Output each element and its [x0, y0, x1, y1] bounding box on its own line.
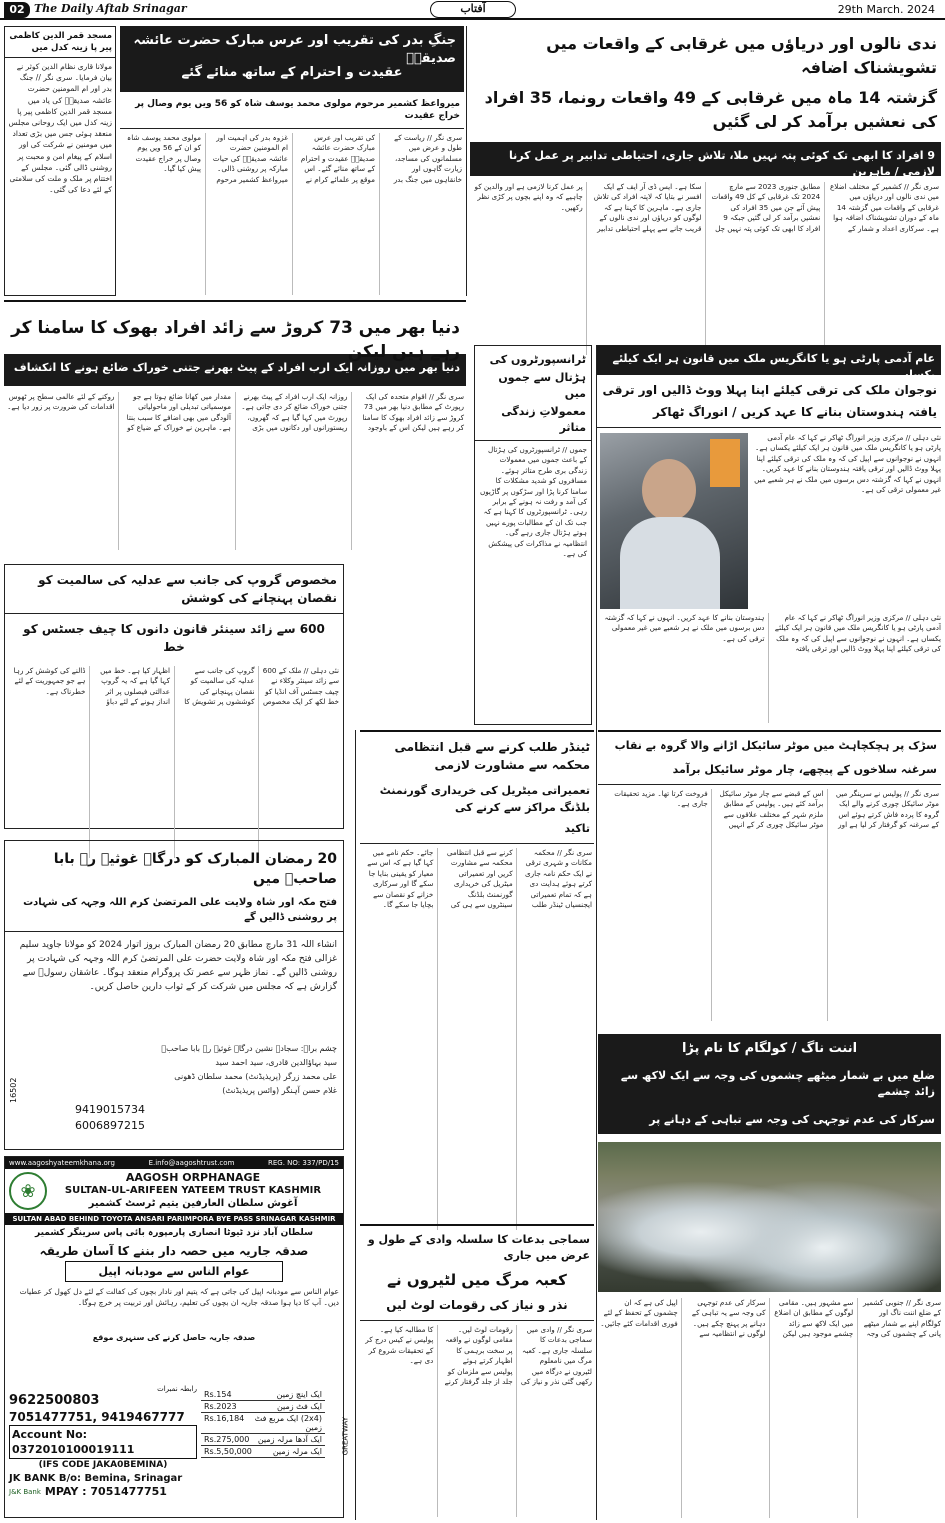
- bikes-article: [598, 730, 941, 1030]
- ad-rate-amount: Rs.16,184: [204, 1414, 245, 1423]
- ad-rate-table: [201, 1389, 325, 1458]
- ad-urdu-title: آغوش سلطان العارفین یتیم ٹرسٹ کشمیر: [88, 1198, 298, 1209]
- paper-name: The Daily Aftab Srinagar: [34, 2, 187, 15]
- ramzan-signatory-3: غلام حسن آہنگر (وائس پریذیڈنٹ): [222, 1086, 337, 1095]
- ramzan-ref: 16502: [9, 1077, 18, 1103]
- ad-rate-label: ایک مرلہ زمین: [272, 1447, 322, 1456]
- jung-badr-headline: جنگِ بدر کی تقریب اور عرس مبارک حضرت عائشہ صدیقہؓ: [120, 26, 464, 60]
- jung-badr-body: سری نگر // ریاست کے طول و عرض میں مسلمانوں کی مساجد، زیارت گاہوں اور خانقاہوں میں جنگ بدر کی تقریب اور عرس مبارک حضرت عائشہ صدیقہؓ عقیدت و احترام کے ساتھ منائے گئے۔ اس موقع پر علمائے کرام نے غزوہ بدر کی اہمیت اور ام المومنین حضرت عائشہ صدیقہؓ کی حیات مبارکہ پر روشنی ڈالی۔ میرواعظ کشمیر مرحوم مولوی محمد یوسف شاہ کو ان کے 56 ویں یوم وصال پر خراج عقیدت پیش کیا گیا۔: [127, 133, 462, 184]
- masthead: [0, 0, 945, 20]
- anantnag-headline: اننت ناگ / کولگام کا نام پڑا: [598, 1034, 941, 1064]
- bikes-headline: سڑک پر ہچکچاہٹ میں موٹر سائیکل اڑانے والا گروہ بے نقاب: [598, 730, 941, 760]
- congress-body: نئی دہلی // مرکزی وزیر انوراگ ٹھاکر نے کہا کہ عام آدمی پارٹی ہو یا کانگریس ملک میں قانون ہر ایک کیلئے یکساں ہے۔ انہوں نے نوجوانوں سے اپیل کی کہ وہ ملک کی ترقی کیلئے اپنا پہلا ووٹ ڈالیں اور ترقی یافتہ ہندوستان بنانے کا عہد کریں۔ انہوں نے کہا کہ گزشتہ دس برسوں میں ملک نے ہر شعبے میں غیر معمولی ترقی کی ہے۔: [604, 613, 941, 654]
- bikes-headline-2: سرغنہ سلاخوں کے پیچھے، چار موٹر سائیکل برآمد: [598, 760, 941, 785]
- ad-rate-row: [201, 1401, 325, 1413]
- tender-body: سری نگر // محکمہ مکانات و شہری ترقی نے ایک حکم نامہ جاری کرتے ہوئے ہدایت دی ہے کہ تمام تعمیراتی ایجنسیاں ٹینڈر طلب کرنے سے قبل انتظامی محکمہ سے مشاورت کریں اور تعمیراتی میٹریل کی خریداری گورنمنٹ بلڈنگ سینٹروں سے ہی کی جائے۔ حکم نامے میں کہا گیا ہے کہ اس سے معیار کو یقینی بنایا جا سکے گا اور سرکاری خزانے کو نقصان سے بچایا جا سکے گا۔: [367, 848, 592, 910]
- ad-mpay: MPAY : 7051477751: [44, 1485, 167, 1498]
- ad-table-title: صدقہ جاریہ حاصل کرنے کی سنہری موقع: [92, 1333, 256, 1342]
- ad-website[interactable]: www.aagoshyateemkhana.org: [9, 1159, 115, 1167]
- newspaper-logo: آفتاب: [430, 1, 516, 18]
- ad-rate-label: ایک فٹ زمین: [276, 1402, 322, 1411]
- judiciary-body: نئی دہلی // ملک کے 600 سے زائد سینئر وکلاء نے چیف جسٹس آف انڈیا کو خط لکھ کر ایک مخصوص گروپ کی جانب سے عدلیہ کی سالمیت کو نقصان پہنچانے کی کوششوں پر تشویش کا اظہار کیا ہے۔ خط میں کہا گیا ہے کہ یہ گروپ عدالتی فیصلوں پر اثر انداز ہونے کے لئے دباؤ ڈالنے کی کوشش کر رہا ہے جو جمہوریت کے لئے خطرناک ہے۔: [13, 666, 339, 707]
- ad-rate-label: ایک آدھا مرلہ زمین: [257, 1435, 322, 1444]
- ad-rate-amount: Rs.275,000: [204, 1435, 250, 1444]
- ad-ifsc: (IFS CODE JAKA0BEMINA): [38, 1460, 168, 1470]
- transport-article: [474, 345, 592, 725]
- left-column-article: [4, 26, 116, 296]
- ad-rate-amount: Rs.154: [204, 1390, 232, 1399]
- ad-rate-amount: Rs.5,50,000: [204, 1447, 252, 1456]
- jung-badr-article: [120, 26, 464, 296]
- anantnag-article: [598, 1034, 941, 1520]
- ramzan-phone-1: 9419015734: [75, 1103, 145, 1116]
- social-evils-article: [360, 1224, 594, 1520]
- ad-phone-1[interactable]: 9622500803: [9, 1393, 100, 1408]
- stream-photo: [598, 1142, 941, 1292]
- social-evils-headline-2: کعبہ مرگ میں لٹیروں نے: [387, 1271, 567, 1289]
- floods-body: سری نگر // کشمیر کے مختلف اضلاع میں ندی نالوں اور دریاؤں میں غرقابی کے واقعات میں گزشتہ 14 ماہ کے دوران تشویشناک اضافہ ہوا ہے۔ سرکاری اعداد و شمار کے مطابق جنوری 2023 سے مارچ 2024 تک غرقابی کے کل 49 واقعات پیش آئے جن میں 35 افراد کی نعشیں برآمد کر لی گئیں جبکہ 9 افراد کا ابھی تک کوئی پتہ نہیں چل سکا ہے۔ ایس ڈی آر ایف کے ایک افسر نے بتایا کہ لاپتہ افراد کی تلاش جاری ہے۔ ماہرین کا کہنا ہے کہ لوگوں کو دریاؤں اور ندی نالوں کے قریب جانے سے پہلے احتیاطی تدابیر پر عمل کرنا لازمی ہے اور والدین کو چاہیے کہ وہ اپنے بچوں پر کڑی نظر رکھیں۔: [474, 182, 939, 233]
- ad-account: Account No: 0372010100019111: [9, 1425, 197, 1459]
- column-rule: [355, 730, 356, 1520]
- congress-headline: عام آدمی پارٹی ہو یا کانگریس ملک میں قانون ہر ایک کیلئے یکساں: [596, 345, 941, 375]
- anantnag-headline-2: ضلع میں بے شمار میٹھے چشموں کی وجہ سے ایک لاکھ سے زائد چشمے: [598, 1064, 941, 1110]
- hunger-headline: دنیا بھر میں 73 کروڑ سے زائد افراد بھوک کا سامنا کر رہے ہیں لیکن: [11, 318, 460, 362]
- congress-body-top: نئی دہلی // مرکزی وزیر انوراگ ٹھاکر نے کہا کہ عام آدمی پارٹی ہو یا کانگریس ملک میں قانون ہر ایک کیلئے یکساں ہے۔ انہوں نے نوجوانوں سے اپیل کی کہ وہ ملک کی ترقی کیلئے اپنا پہلا ووٹ ڈالیں اور ترقی یافتہ ہندوستان بنانے کا عہد کریں۔ انہوں نے کہا کہ گزشتہ دس برسوں میں ملک نے ہر شعبے میں غیر معمولی ترقی کی ہے۔: [754, 433, 941, 495]
- ad-rate-row: [201, 1389, 325, 1401]
- ad-rate-amount: Rs.2023: [204, 1402, 237, 1411]
- column-rule: [466, 26, 467, 296]
- tender-article: [360, 730, 594, 1220]
- jung-badr-subhead: میرواعظ کشمیر مرحوم مولوی محمد یوسف شاہ کو 56 ویں یوم وصال پر خراج عقیدت: [120, 92, 464, 129]
- congress-article: [596, 345, 941, 725]
- ad-phone-2[interactable]: 7051477751, 9419467777: [9, 1410, 185, 1424]
- anantnag-body: سری نگر // جنوبی کشمیر کے ضلع اننت ناگ اور کولگام اپنے بے شمار میٹھے پانی کے چشموں کی وجہ سے مشہور ہیں۔ مقامی لوگوں کے مطابق ان اضلاع میں ایک لاکھ سے زائد چشمے موجود ہیں لیکن سرکار کی عدم توجہی کی وجہ سے یہ تباہی کے دہانے پر پہنچ چکے ہیں۔ لوگوں نے انتظامیہ سے اپیل کی ہے کہ ان چشموں کے تحفظ کے لئے فوری اقدامات کئے جائیں۔: [600, 1298, 941, 1339]
- page-number: 02: [4, 2, 30, 18]
- social-evils-headline-3: نذر و نیاز کی رقومات لوٹ لیں: [360, 1294, 594, 1321]
- social-evils-body: سری نگر // وادی میں سماجی بدعات کا سلسلہ جاری ہے۔ کعبہ مرگ میں نامعلوم لٹیروں نے درگاہ میں رکھی گئی نذر و نیاز کی رقومات لوٹ لیں۔ مقامی لوگوں نے واقعہ پر سخت برہمی کا اظہار کرتے ہوئے پولیس سے ملزمان کو جلد از جلد گرفتار کرنے کا مطالبہ کیا ہے۔ پولیس نے کیس درج کر کے تحقیقات شروع کر دی ہے۔: [365, 1325, 592, 1387]
- hunger-body: سری نگر // اقوام متحدہ کی ایک رپورٹ کے مطابق دنیا بھر میں 73 کروڑ سے زائد افراد بھوک کا سامنا کر رہے ہیں لیکن اس کے باوجود روزانہ ایک ارب افراد کے پیٹ بھرنے جتنی خوراک ضائع کر دی جاتی ہے۔ رپورٹ میں کہا گیا ہے کہ گھروں، ریستورانوں اور دکانوں میں بڑی مقدار میں کھانا ضائع ہوتا ہے جو موسمیاتی تبدیلی اور ماحولیاتی آلودگی میں بھی اضافے کا سبب بنتا ہے۔ ماہرین نے خوراک کے ضیاع کو روکنے کے لئے عالمی سطح پر ٹھوس اقدامات کی ضرورت پر زور دیا ہے۔: [7, 392, 464, 433]
- tender-headline-2: تعمیراتی میٹریل کی خریداری گورنمنٹ بلڈنگ مراکز سے کرنے کی: [379, 784, 590, 814]
- floods-article: [470, 26, 941, 336]
- ad-slogan-2: عوام الناس سے مودبانہ اپیل: [65, 1261, 283, 1282]
- transport-headline: ٹرانسپورٹروں کی: [489, 353, 586, 366]
- tender-headline: ٹینڈر طلب کرنے سے قبل انتظامی محکمہ سے مشاورت لازمی: [360, 730, 594, 780]
- floods-headline: ندی نالوں اور دریاؤں میں غرقابی کے واقعات میں تشویشناک اضافہ: [546, 34, 937, 77]
- ramzan-headline-2: فتح مکہ اور شاہ ولایت علی المرتضیٰ کرم اللہ وجہہ کی شہادت پر روشنی ڈالیں گے: [5, 893, 343, 932]
- ramzan-signatories: سید بہاؤالدین قادری، سید احمد سید: [215, 1058, 337, 1067]
- social-evils-headline: سماجی بدعات کا سلسلہ وادی کے طول و عرض میں جاری: [360, 1224, 594, 1266]
- ramzan-body: انشاء اللہ 31 مارچ مطابق 20 رمضان المبارک بروز اتوار 2024 کو مولانا جاوید سلیم غزالی فتح مکہ اور شاہ ولایت حضرت علی المرتضیٰ کرم اللہ وجہہ کی شہادت پر روشنی ڈالیں گے۔ نماز ظہر سے عصر تک پروگرام منعقد ہوگا۔ عاشقان رسولؐ سے گزارش ہے کہ مجلس میں شرکت کر کے ثواب دارین حاصل کریں۔: [19, 940, 337, 992]
- ad-rate-row: [201, 1446, 325, 1458]
- ad-rate-label: ایک اینچ زمین: [276, 1390, 322, 1399]
- orphanage-ad: [4, 1156, 349, 1518]
- ad-title-2: SULTAN-UL-ARIFEEN YATEEM TRUST KASHMIR: [64, 1185, 322, 1196]
- congress-headline-2: نوجوان ملک کی ترقی کیلئے اپنا پہلا ووٹ ڈالیں اور ترقی: [602, 383, 937, 397]
- ramzan-notice: [4, 840, 344, 1150]
- ad-reg-no: REG. NO: 337/PD/15: [268, 1159, 339, 1167]
- ramzan-convener: چشم براہ: سجادہ نشین درگاہ غوثیہ رہ بابا صاحبؒ: [161, 1044, 337, 1053]
- ad-vertical-text: GREATWAY: [341, 1417, 349, 1456]
- ad-bank: JK BANK B/o: Bemina, Srinagar: [9, 1473, 183, 1484]
- ad-title-1: AAGOSH ORPHANAGE: [125, 1171, 261, 1184]
- transport-headline-3: معمولاتِ زندگی متاثر: [475, 402, 591, 441]
- hunger-subhead: دنیا بھر میں روزانہ ایک ارب افراد کے پیٹ بھرنے جتنی خوراک ضائع ہونے کا انکشاف: [4, 354, 466, 386]
- transport-body: جموں // ٹرانسپورٹروں کی ہڑتال کے باعث جموں میں معمولات زندگی بری طرح متاثر ہوئے۔ مسافروں کو شدید مشکلات کا سامنا کرنا پڑا اور سڑکوں پر گاڑیوں کی آمد و رفت نہ ہونے کے برابر رہی۔ ٹرانسپورٹروں کا کہنا ہے کہ جب تک ان کے مطالبات پورے نہیں ہوتے ہڑتال جاری رہے گی۔ انتظامیہ نے مذاکرات کی پیشکش کی ہے۔: [479, 445, 587, 559]
- tender-headline-3: تاکید: [360, 818, 594, 844]
- floods-subband: 9 افراد کا ابھی تک کوئی پتہ نہیں ملا، تلاش جاری، احتیاطی تدابیر پر عمل کرنا لازمی / ماہرین: [470, 142, 941, 176]
- jung-badr-headline-2: عقیدت و احترام کے ساتھ منائے گئے: [120, 60, 464, 92]
- ad-rate-row: [201, 1434, 325, 1446]
- ad-urdu-address: سلطان آباد نزد ٹیوٹا انصاری پارمپورہ بائی پاس سرینگر کشمیر: [35, 1228, 313, 1238]
- transport-headline-2: ہڑتال سے جموں میں: [498, 371, 586, 400]
- ad-address: SULTAN ABAD BEHIND TOYOTA ANSARI PARIMPORA BYE PASS SRINAGAR KASHMIR: [5, 1213, 343, 1225]
- column-rule: [596, 345, 597, 1520]
- ad-email[interactable]: E.info@aagoshtrust.com: [148, 1159, 235, 1167]
- orphanage-logo-icon: ❀: [9, 1172, 47, 1210]
- ad-topline: [5, 1157, 343, 1169]
- ad-contact-block: [9, 1385, 197, 1498]
- ramzan-headline: 20 رمضان المبارک کو درگاہ غوثیہ رہ بابا صاحبؒ میں: [53, 851, 337, 887]
- hunger-article: [4, 300, 466, 560]
- judiciary-article: [4, 564, 344, 829]
- left-column-headline: مسجد قمر الدین کاظمی پیر پا زینہ کدل میں: [5, 27, 115, 58]
- left-column-body: مولانا قاری نظام الدین کوثر نے بیان فرمایا۔ سری نگر // جنگ بدر اور ام المومنین حضرت عائشہ صدیقہؓ کی یاد میں مسجد قمر الدین کاظمی پیر پا زینہ کدل میں ایک روحانی مجلس منعقد ہوئی جس میں بڑی تعداد میں مومنین نے شرکت کی اور اسلام کے پیغام امن و محبت پر روشنی ڈالی گئی۔ مجلس کے اختتام پر ملک و ملت کی سلامتی کے لئے دعا کی گئی۔: [8, 62, 112, 195]
- ad-slogan-1: صدقہ جاریہ میں حصہ دار بننے کا آسان طریقہ: [39, 1244, 309, 1258]
- ad-bank-short: J&K Bank: [9, 1487, 41, 1496]
- floods-headline-2: گزشتہ 14 ماہ میں غرقابی کے 49 واقعات رونما، 35 افراد کی نعشیں برآمد کر لی گئیں: [484, 88, 937, 131]
- congress-headline-3: یافتہ ہندوستان بنانے کا عہد کریں / انوراگ ٹھاکر: [596, 401, 941, 428]
- ramzan-phone-2: 6006897215: [75, 1119, 145, 1132]
- ad-rate-row: [201, 1413, 325, 1434]
- anurag-thakur-photo: [600, 433, 748, 609]
- ramzan-signatory-2: علی محمد زرگر (پریذیڈنٹ) محمد سلطان ڈھونی: [174, 1072, 337, 1081]
- anantnag-headline-3: سرکار کی عدم توجہی کی وجہ سے تباہی کے دہانے پر: [598, 1110, 941, 1134]
- ad-rate-label: (2x4) ایک مربع فٹ زمین: [254, 1414, 322, 1432]
- ad-appeal: عوام الناس سے مودبانہ اپیل کی جاتی ہے کہ یتیم اور نادار بچوں کی کفالت کے لئے دل کھول کر عطیات دیں۔ آپ کا دیا ہوا صدقہ جاریہ ان بچوں کی تعلیم، رہائش اور تربیت پر خرچ ہوگا۔: [19, 1287, 339, 1307]
- ad-contact-label: رابطہ نمبرات: [157, 1385, 197, 1393]
- bikes-body: سری نگر // پولیس نے سرینگر میں موٹر سائیکل چوری کرنے والے ایک گروہ کا پردہ فاش کرتے ہوئے اس کے سرغنہ کو گرفتار کر لیا ہے اور اس کے قبضے سے چار موٹر سائیکل برآمد کئے ہیں۔ پولیس کے مطابق ملزم شہر کے مختلف علاقوں سے موٹر سائیکل چوری کر کے انہیں فروخت کرتا تھا۔ مزید تحقیقات جاری ہے۔: [614, 789, 939, 830]
- issue-date: 29th March. 2024: [837, 3, 935, 16]
- judiciary-headline: مخصوص گروپ کی جانب سے عدلیہ کی سالمیت کو نقصان پہنچانے کی کوشش: [5, 565, 343, 614]
- judiciary-subhead: 600 سے زائد سینئر قانون دانوں کا چیف جسٹس کو خط: [23, 622, 325, 654]
